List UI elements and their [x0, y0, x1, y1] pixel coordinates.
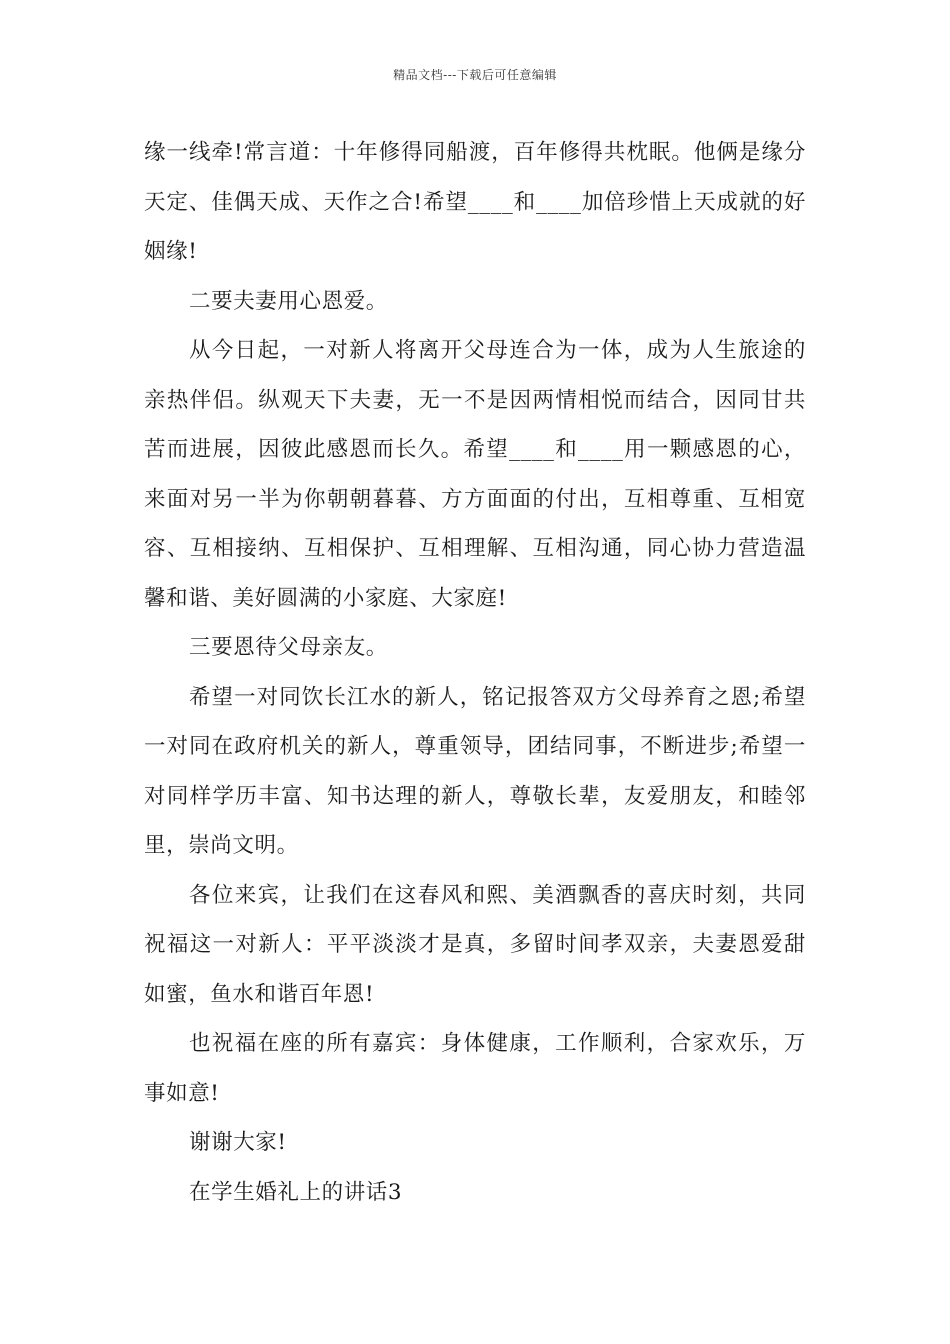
- paragraph-8: 谢谢大家!: [189, 1130, 287, 1155]
- paragraph-5: 希望一对同饮长江水的新人，铭记报答双方父母养育之恩;希望一对同在政府机关的新人，尊重领导，团结同事，不断进步;希望一对同样学历丰富、知书达理的新人，尊敬长辈，友爱朋友，和睦邻里，崇尚文明。: [144, 684, 806, 858]
- paragraph-9-title: 在学生婚礼上的讲话3: [189, 1179, 403, 1205]
- page-header: 精品文档---下载后可任意编辑: [393, 68, 557, 82]
- paragraph-2-heading: 二要夫妻用心恩爱。: [189, 288, 388, 314]
- paragraph-1: 缘一线牵!常言道：十年修得同船渡，百年修得共枕眠。他俩是缘分天定、佳偶天成、天作之合!希望____和____加倍珍惜上天成就的好姻缘!: [144, 140, 806, 264]
- document-body: [144, 128, 806, 1217]
- paragraph-7: 也祝福在座的所有嘉宾：身体健康，工作顺利，合家欢乐，万事如意!: [144, 1031, 806, 1106]
- paragraph-3: 从今日起，一对新人将离开父母连合为一体，成为人生旅途的亲热伴侣。纵观天下夫妻，无一不是因两情相悦而结合，因同甘共苦而进展，因彼此感恩而长久。希望____和____用一颗感恩的心，来面对另一半为你朝朝暮暮、方方面面的付出，互相尊重、互相宽容、互相接纳、互相保护、互相理解、互相沟通，同心协力营造温馨和谐、美好圆满的小家庭、大家庭!: [144, 338, 806, 611]
- paragraph-6: 各位来宾，让我们在这春风和熙、美酒飘香的喜庆时刻，共同祝福这一对新人：平平淡淡才是真，多留时间孝双亲，夫妻恩爱甜如蜜，鱼水和谐百年恩!: [144, 882, 806, 1007]
- paragraph-4-heading: 三要恩待父母亲友。: [189, 635, 388, 660]
